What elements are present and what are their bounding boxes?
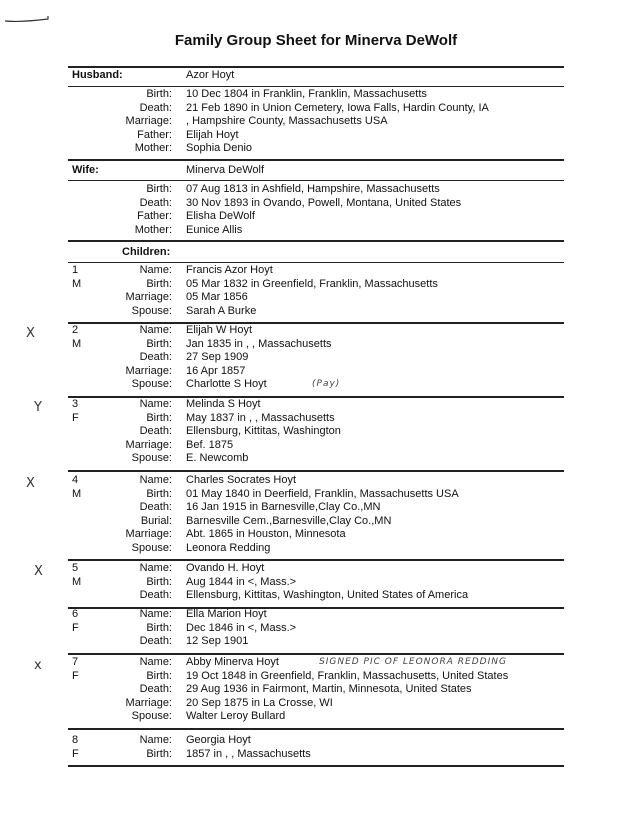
fact-value: May 1837 in , , Massachusetts [186,411,335,424]
fact-value: Dec 1846 in <, Mass.> [186,621,297,634]
fact-value: Ella Marion Hoyt [186,608,267,620]
fact-label: Birth: [146,337,172,350]
fact-value: Elijah W Hoyt [186,324,253,336]
handwritten-check-mark: x [34,658,42,673]
rule-thick [68,559,564,561]
child-fact-row [68,748,564,761]
child-fact-row [68,278,564,291]
fact-value: Aug 1844 in <, Mass.> [186,575,297,588]
child-sex: M [72,487,82,500]
child-fact-row [68,351,564,364]
fact-label: Birth: [146,411,172,424]
handwritten-check-mark: X [26,476,35,491]
fact-label: Name: [139,474,172,486]
fact-value: Elisha DeWolf [186,210,255,222]
rule-thick [68,470,564,472]
fact-label: Spouse: [131,452,172,464]
fact-label: Death: [139,635,172,647]
children-label: Children: [122,246,171,258]
husband-label: Husband: [72,69,123,81]
fact-label: Marriage: [125,291,172,303]
fact-value: 20 Sep 1875 in La Crosse, WI [186,696,333,709]
fact-label: Name: [139,734,172,746]
child-sex: M [72,575,82,588]
rule-thick [68,765,564,767]
fact-label: Spouse: [131,710,172,722]
fact-label: Name: [139,562,172,574]
child-sex: F [72,621,79,634]
husband-fact-row [68,102,564,115]
fact-value: Ovando H. Hoyt [186,562,265,574]
child-fact-row [68,608,564,621]
handwritten-check-mark: Y [34,400,42,415]
handwritten-check-mark: X [34,564,43,579]
fact-label: Birth: [146,183,172,195]
stray-pen-mark [4,14,50,24]
child-fact-row [68,528,564,541]
rule-thick [68,653,564,655]
fact-value: Charles Socrates Hoyt [186,474,297,486]
rule [68,86,564,87]
fact-value: Bef. 1875 [186,438,234,451]
child-fact-row [68,710,564,723]
wife-fact-row [68,197,564,210]
fact-value: 10 Dec 1804 in Franklin, Franklin, Massachusetts [186,88,427,100]
fact-label: Name: [139,656,172,668]
fact-label: Birth: [146,277,172,290]
child-fact-row [68,324,564,337]
wife-fact-row [68,210,564,223]
fact-value: Abt. 1865 in Houston, Minnesota [186,528,346,540]
fact-value: Georgia Hoyt [186,734,251,746]
fact-label: Burial: [140,514,172,527]
fact-value: 05 Mar 1832 in Greenfield, Franklin, Massachusetts [186,277,438,290]
child-number: 5 [72,562,79,574]
child-fact-row [68,622,564,635]
rule-thick [68,728,564,730]
child-fact-row [68,291,564,304]
fact-label: Death: [139,425,172,437]
child-number: 8 [72,734,79,746]
child-fact-row [68,474,564,487]
child-fact-row [68,398,564,411]
fact-value: 1857 in , , Massachusetts [186,747,311,760]
child-fact-row [68,734,564,747]
husband-fact-row [68,129,564,142]
fact-value: Leonora Redding [186,541,271,554]
fact-label: Father: [137,210,172,222]
wife-fact-row [68,224,564,237]
child-fact-row [68,338,564,351]
fact-label: Mother: [134,142,172,154]
fact-label: Birth: [146,669,172,682]
fact-label: Name: [139,264,172,276]
fact-value: , Hampshire County, Massachusetts USA [186,115,388,127]
child-fact-row [68,412,564,425]
rule-thick [68,159,564,161]
fact-value: Charlotte S Hoyt [186,378,267,390]
fact-label: Marriage: [125,364,172,377]
child-fact-row [68,683,564,696]
fact-label: Name: [139,398,172,410]
fact-value: 12 Sep 1901 [186,635,249,647]
child-fact-row [68,697,564,710]
fact-value: 27 Sep 1909 [186,351,249,363]
fact-label: Birth: [146,747,172,760]
husband-name: Azor Hoyt [186,69,235,81]
fact-label: Marriage: [125,528,172,540]
fact-value: Francis Azor Hoyt [186,264,273,276]
child-number: 6 [72,608,79,620]
fact-value: Melinda S Hoyt [186,398,261,410]
handwritten-check-mark: X [26,326,35,341]
fact-label: Birth: [146,621,172,634]
child-fact-row [68,378,564,391]
fact-value: Sophia Denio [186,142,253,154]
child-sex: M [72,277,82,290]
child-fact-row [68,576,564,589]
child-sex: F [72,669,79,682]
fact-value: 05 Mar 1856 [186,291,248,303]
fact-label: Death: [139,101,172,114]
fact-label: Spouse: [131,378,172,390]
rule-thick [68,240,564,242]
child-number: 1 [72,264,79,276]
child-fact-row [68,656,564,669]
wife-label: Wife: [72,164,99,176]
fact-value: 07 Aug 1813 in Ashfield, Hampshire, Massachusetts [186,183,440,195]
fact-label: Birth: [146,487,172,500]
wife-fact-row [68,183,564,196]
fact-label: Spouse: [131,304,172,317]
child-sex: M [72,337,82,350]
child-fact-row [68,264,564,277]
fact-label: Father: [137,128,172,141]
fact-label: Mother: [134,223,172,236]
fact-value: 01 May 1840 in Deerfield, Franklin, Massachusetts USA [186,487,459,500]
fact-label: Name: [139,608,172,620]
child-fact-row [68,452,564,465]
husband-fact-row [68,88,564,101]
fact-value: 21 Feb 1890 in Union Cemetery, Iowa Falls, Hardin County, IA [186,101,489,114]
fact-label: Spouse: [131,541,172,554]
fact-label: Death: [139,501,172,513]
child-sex: F [72,747,79,760]
child-number: 2 [72,324,79,336]
wife-name: Minerva DeWolf [186,164,265,176]
child-fact-row [68,488,564,501]
fact-value: Walter Leroy Bullard [186,710,286,722]
fact-value: Abby Minerva Hoyt [186,656,279,668]
fact-value: Eunice Allis [186,223,243,236]
fact-value: 16 Jan 1915 in Barnesville,Clay Co.,MN [186,501,381,513]
child-number: 3 [72,398,79,410]
child-fact-row [68,365,564,378]
fact-value: Ellensburg, Kittitas, Washington [186,425,341,437]
fact-label: Birth: [146,88,172,100]
child-fact-row [68,515,564,528]
fact-value: Jan 1835 in , , Massachusetts [186,337,332,350]
child-number: 7 [72,656,79,668]
fact-label: Death: [139,196,172,209]
fact-label: Death: [139,351,172,363]
fact-value: E. Newcomb [186,452,249,464]
fact-label: Name: [139,324,172,336]
child-fact-row [68,425,564,438]
rule-thick [68,66,564,68]
fact-label: Birth: [146,575,172,588]
fact-value: Ellensburg, Kittitas, Washington, United States of America [186,589,469,601]
child-sex: F [72,411,79,424]
child-fact-row [68,305,564,318]
child-fact-row [68,670,564,683]
fact-value: Sarah A Burke [186,304,257,317]
rule [68,262,564,263]
page-title: Family Group Sheet for Minerva DeWolf [174,32,458,49]
fact-label: Marriage: [125,696,172,709]
fact-value: Elijah Hoyt [186,128,239,141]
fact-value: 16 Apr 1857 [186,364,246,377]
child-fact-row [68,562,564,575]
fact-label: Marriage: [125,438,172,451]
fact-value: 29 Aug 1936 in Fairmont, Martin, Minnesota, United States [186,683,472,695]
fact-value: Barnesville Cem.,Barnesville,Clay Co.,MN [186,514,392,527]
fact-value: 30 Nov 1893 in Ovando, Powell, Montana, United States [186,196,462,209]
handwritten-note: (Pay) [312,379,341,389]
child-fact-row [68,542,564,555]
handwritten-note: SIGNED PIC OF LEONORA REDDING [319,657,507,667]
child-number: 4 [72,474,79,486]
husband-fact-row [68,142,564,155]
child-fact-row [68,635,564,648]
husband-fact-row [68,115,564,128]
child-fact-row [68,589,564,602]
fact-label: Death: [139,589,172,601]
fact-label: Death: [139,683,172,695]
child-fact-row [68,501,564,514]
child-fact-row [68,439,564,452]
rule [68,180,564,181]
fact-value: 19 Oct 1848 in Greenfield, Franklin, Massachusetts, United States [186,669,509,682]
fact-label: Marriage: [125,115,172,127]
